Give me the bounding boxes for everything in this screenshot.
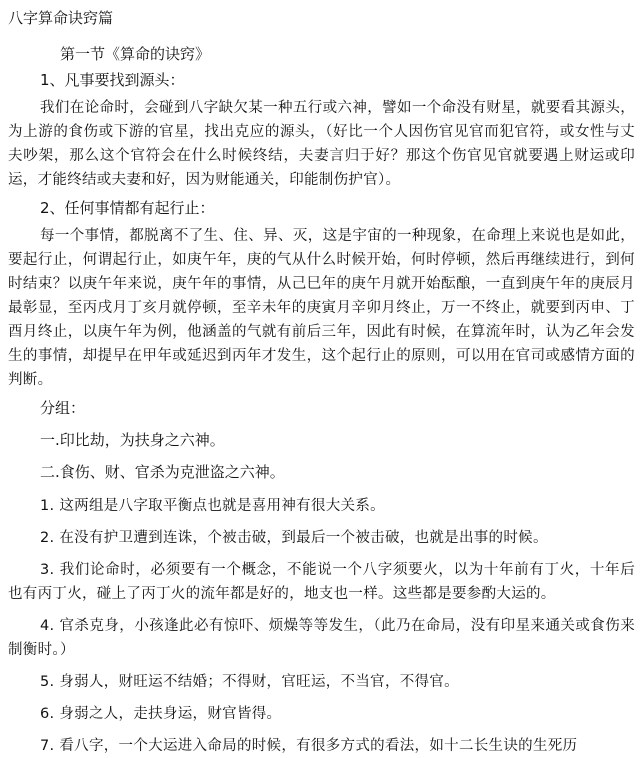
paragraph-start-stop: 每一个事情，都脱离不了生、住、异、灭，这是宇宙的一种现象，在命理上来说也是如此，要起行止，何谓起行止，如庚午年，庚的气从什么时候开始，何时停顿，然后再继续进行，到何时结束？以庚午年来说，庚午年的事情，从己巳年的庚午月就开始酝酿，一直到庚午年的庚辰月最彰显，至丙戌月丁亥月就停顿，至辛未年的庚寅月辛卯月终止，万一不终止，就要到丙申、丁酉月终止，以庚午年为例，他涵盖的气就有前后三年，因此有时候，在算流年时，认为乙年会发生的事情，却提早在甲年或延迟到丙年才发生，这个起行止的原则，可以用在官司或感情方面的判断。 bbox=[8, 228, 635, 388]
list-item: 6. 身弱之人，走扶身运，财官皆得。 bbox=[40, 706, 282, 722]
heading-start-stop: 2、任何事情都有起行止： bbox=[40, 199, 215, 217]
group-label: 分组： bbox=[40, 399, 86, 417]
section-title: 第一节《算命的诀窍》 bbox=[60, 45, 211, 63]
list-item: 7. 看八字，一个大运进入命局的时候，有很多方式的看法，如十二长生诀的生死历 bbox=[40, 738, 578, 754]
list-item: 4. 官杀克身，小孩逢此必有惊吓、烦燥等等发生，（此乃在命局，没有印星来通关或食伤来制衡时。） bbox=[8, 618, 635, 658]
paragraph-find-source: 我们在论命时，会碰到八字缺欠某一种五行或六神，譬如一个命没有财星，就要看其源头，为上游的食伤或下游的官星，找出克应的源头，（好比一个人因伤官见官而犯官符，或女性与丈夫吵架，那么这个官符会在什么时候终结，夫妻言归于好？那这个伤官见官就要遇上财运或印运，才能终结或夫妻和好，因为财能通关，印能制伤护官）。 bbox=[8, 100, 635, 188]
group-two: 二.食伤、财、官杀为克泄盗之六神。 bbox=[40, 463, 285, 481]
group-one: 一.印比劫，为扶身之六神。 bbox=[40, 431, 225, 449]
list-item: 2. 在没有护卫遭到连诛，个被击破，到最后一个被击破，也就是出事的时候。 bbox=[40, 530, 548, 546]
list-item: 3. 我们论命时，必须要有一个概念，不能说一个八字须要火，以为十年前有丁火，十年后也有丙丁火，碰上了丙丁火的流年都是好的，地支也一样。这些都是要参酌大运的。 bbox=[8, 562, 635, 602]
heading-find-source: 1、凡事要找到源头： bbox=[40, 71, 185, 89]
list-item: 1. 这两组是八字取平衡点也就是喜用神有很大关系。 bbox=[40, 498, 385, 514]
document-title: 八字算命诀窍篇 bbox=[8, 9, 114, 27]
list-item: 5. 身弱人，财旺运不结婚；不得财，官旺运，不当官，不得官。 bbox=[40, 674, 459, 690]
